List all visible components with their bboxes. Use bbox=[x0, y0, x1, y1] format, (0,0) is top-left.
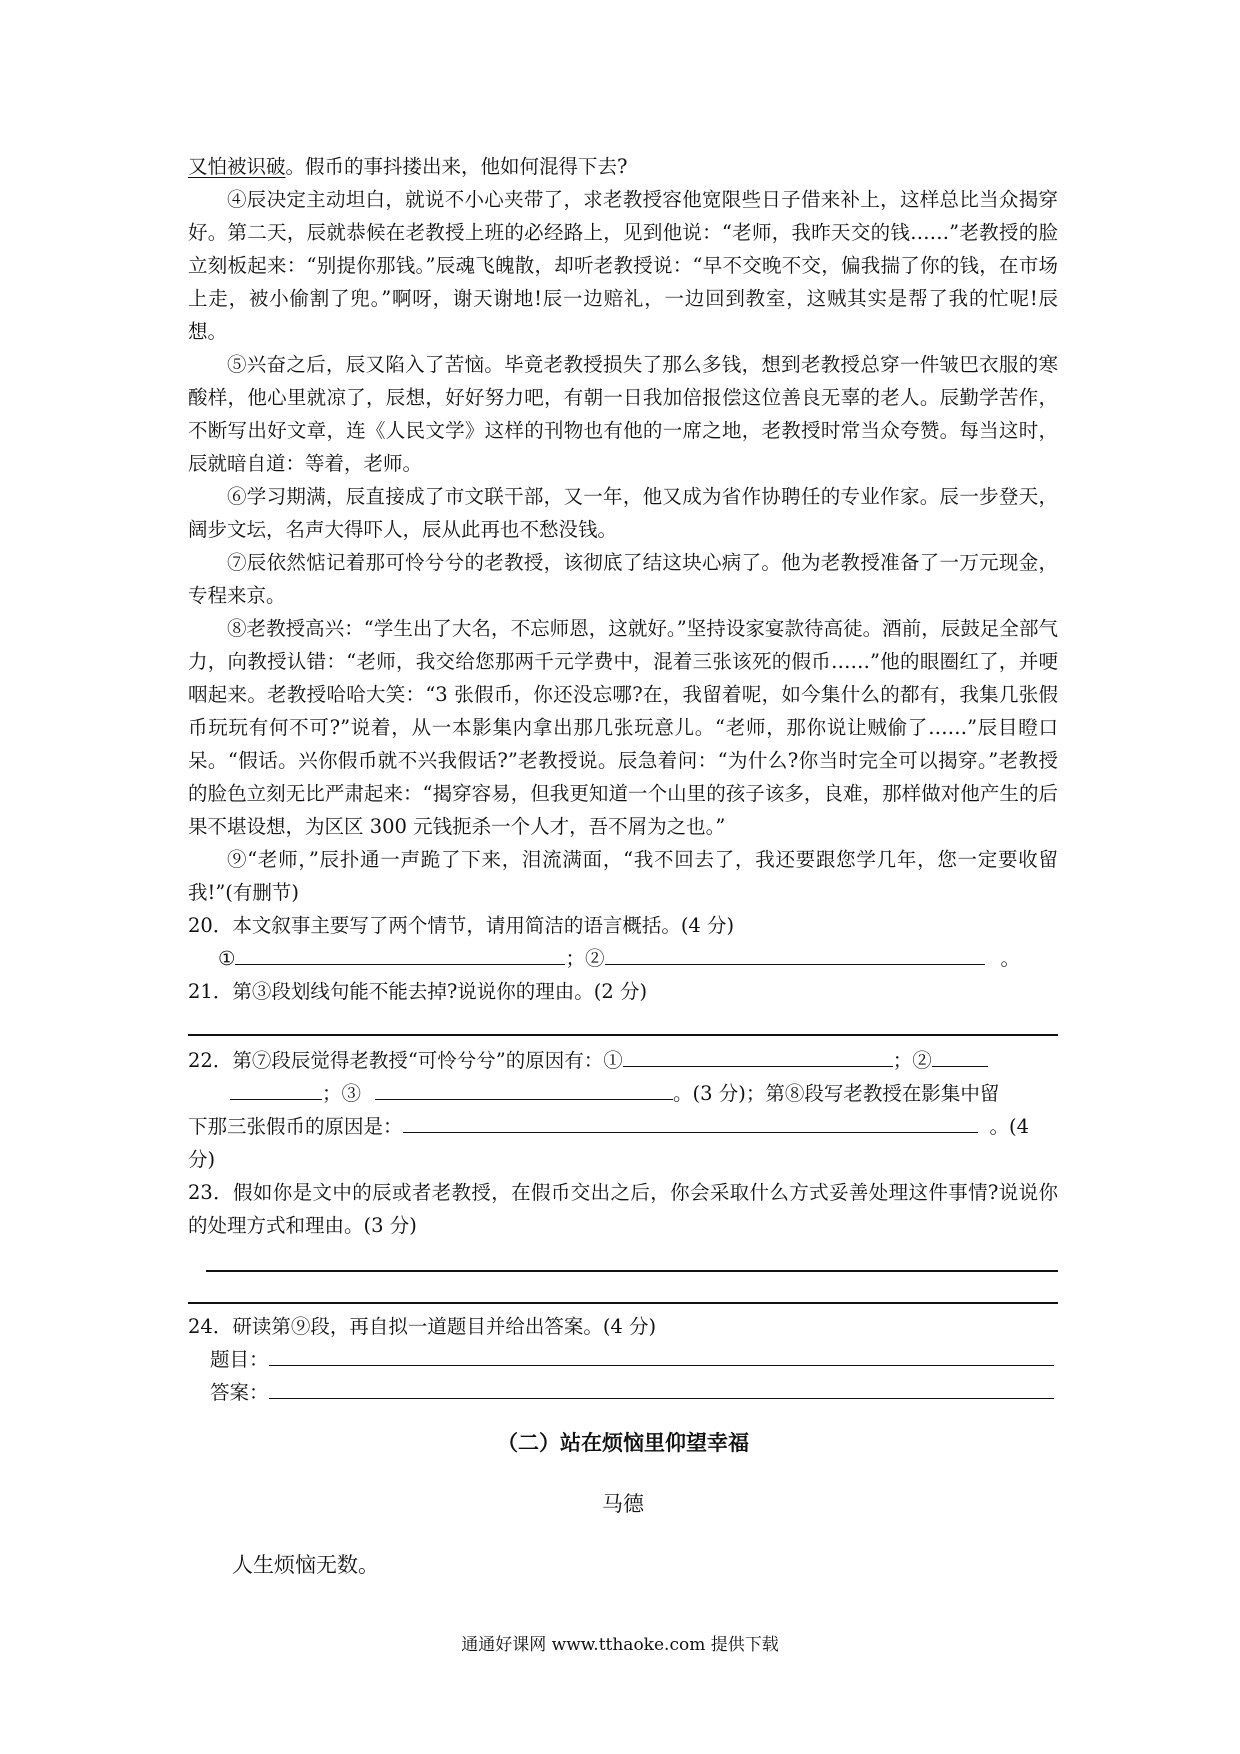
answer-blank-22-3[interactable] bbox=[375, 1077, 673, 1100]
question-24: 24．研读第⑨段，再自拟一道题目并给出答案。(4 分) bbox=[188, 1315, 657, 1338]
underlined-sentence: 又怕被识破 bbox=[188, 155, 286, 178]
answer-blank-24[interactable] bbox=[269, 1376, 1054, 1399]
answer-blank-20-1[interactable] bbox=[235, 942, 565, 965]
question-22-line3: 下那三张假币的原因是： 。(4 bbox=[188, 1110, 1058, 1143]
answer-blank-22-2b[interactable] bbox=[230, 1077, 322, 1100]
topic-blank[interactable] bbox=[269, 1343, 1054, 1366]
page-footer: 通通好课网 www.tthaoke.com 提供下载 bbox=[461, 1635, 779, 1655]
section-author: 马德 bbox=[602, 1492, 644, 1516]
answer-blank-20-2[interactable] bbox=[605, 942, 985, 965]
question-22-line1: 22．第⑦段辰觉得老教授“可怜兮兮”的原因有：① ；② bbox=[188, 1044, 1058, 1077]
answer-line-23-2[interactable] bbox=[188, 1302, 1058, 1304]
question-23: 23．假如你是文中的辰或者老教授，在假币交出之后，你会采取什么方式妥善处理这件事情?说说你的处理方式和理由。(3 分) bbox=[188, 1181, 1058, 1237]
section-title: （二）站在烦恼里仰望幸福 bbox=[497, 1431, 749, 1455]
answer-blank-22-4[interactable] bbox=[403, 1110, 978, 1133]
paragraph-6: ⑥学习期满，辰直接成了市文联干部，又一年，他又成为省作协聘任的专业作家。辰一步登天，阔步文坛，名声大得吓人，辰从此再也不愁没钱。 bbox=[188, 485, 1058, 541]
question-22-line2: ；③ 。(3 分)；第⑧段写老教授在影集中留 bbox=[188, 1077, 1058, 1110]
paragraph-9: ⑨“老师，”辰扑通一声跪了下来，泪流满面，“我不回去了，我还要跟您学几年，您一定要收留我!”(有删节) bbox=[188, 848, 1058, 904]
answer-blank-22-2a[interactable] bbox=[932, 1044, 988, 1067]
answer-blank-22-1[interactable] bbox=[623, 1044, 893, 1067]
paragraph-4: ④辰决定主动坦白，就说不小心夹带了，求老教授容他宽限些日子借来补上，这样总比当众揭穿好。第二天，辰就恭候在老教授上班的必经路上，见到他说：“老师，我昨天交的钱……”老教授的脸立刻板起来：“别提你那钱。”辰魂飞魄散，却听老教授说：“早不交晚不交，偏我揣了你的钱，在市场上走，被小偷割了兜。”啊呀，谢天谢地!辰一边赔礼，一边回到教室，这贼其实是帮了我的忙呢!辰想。 bbox=[188, 188, 1058, 343]
answer-row: 答案： bbox=[188, 1376, 1058, 1409]
question-21: 21．第③段划线句能不能去掉?说说你的理由。(2 分) bbox=[188, 980, 648, 1003]
question-20-answers: ① ；② 。 bbox=[188, 942, 1058, 975]
paragraph-5: ⑤兴奋之后，辰又陷入了苦恼。毕竟老教授损失了那么多钱，想到老教授总穿一件皱巴衣服的寒酸样，他心里就凉了，辰想，好好努力吧，有朝一日我加倍报偿这位善良无辜的老人。辰勤学苦作，不断写出好文章，连《人民文学》这样的刊物也有他的一席之地，老教授时常当众夸赞。每当这时，辰就暗自道：等着，老师。 bbox=[188, 353, 1058, 475]
question-22-line4: 分) bbox=[188, 1148, 216, 1171]
paragraph-8: ⑧老教授高兴：“学生出了大名，不忘师恩，这就好。”坚持设家宴款待高徒。酒前，辰鼓足全部气力，向教授认错：“老师，我交给您那两千元学费中，混着三张该死的假币……”他的眼圈红了，并哽咽起来。老教授哈哈大笑：“3 张假币，你还没忘哪?在，我留着呢，如今集什么的都有，我集几张假币玩玩有何不可?”说着，从一本影集内拿出那几张玩意儿。“老师，那你说让贼偷了……”辰目瞪口呆。“假话。兴你假币就不兴我假话?”老教授说。辰急着问：“为什么?你当时完全可以揭穿。”老教授的脸色立刻无比严肃起来：“揭穿容易，但我更知道一个山里的孩子该多，良难，那样做对他产生的后果不堪设想，为区区 300 元钱扼杀一个人才，吾不屑为之也。” bbox=[188, 617, 1058, 838]
section-first-line: 人生烦恼无数。 bbox=[232, 1553, 379, 1577]
document-body bbox=[188, 150, 1058, 1582]
question-20: 20．本文叙事主要写了两个情节，请用简洁的语言概括。(4 分) bbox=[188, 914, 735, 937]
topic-row: 题目： bbox=[188, 1343, 1058, 1376]
paragraph-3-end: 又怕被识破。假币的事抖搂出来，他如何混得下去? bbox=[188, 155, 628, 178]
paragraph-7: ⑦辰依然惦记着那可怜兮兮的老教授，该彻底了结这块心病了。他为老教授准备了一万元现金，专程来京。 bbox=[188, 551, 1058, 607]
answer-line-21[interactable] bbox=[188, 1034, 1058, 1036]
